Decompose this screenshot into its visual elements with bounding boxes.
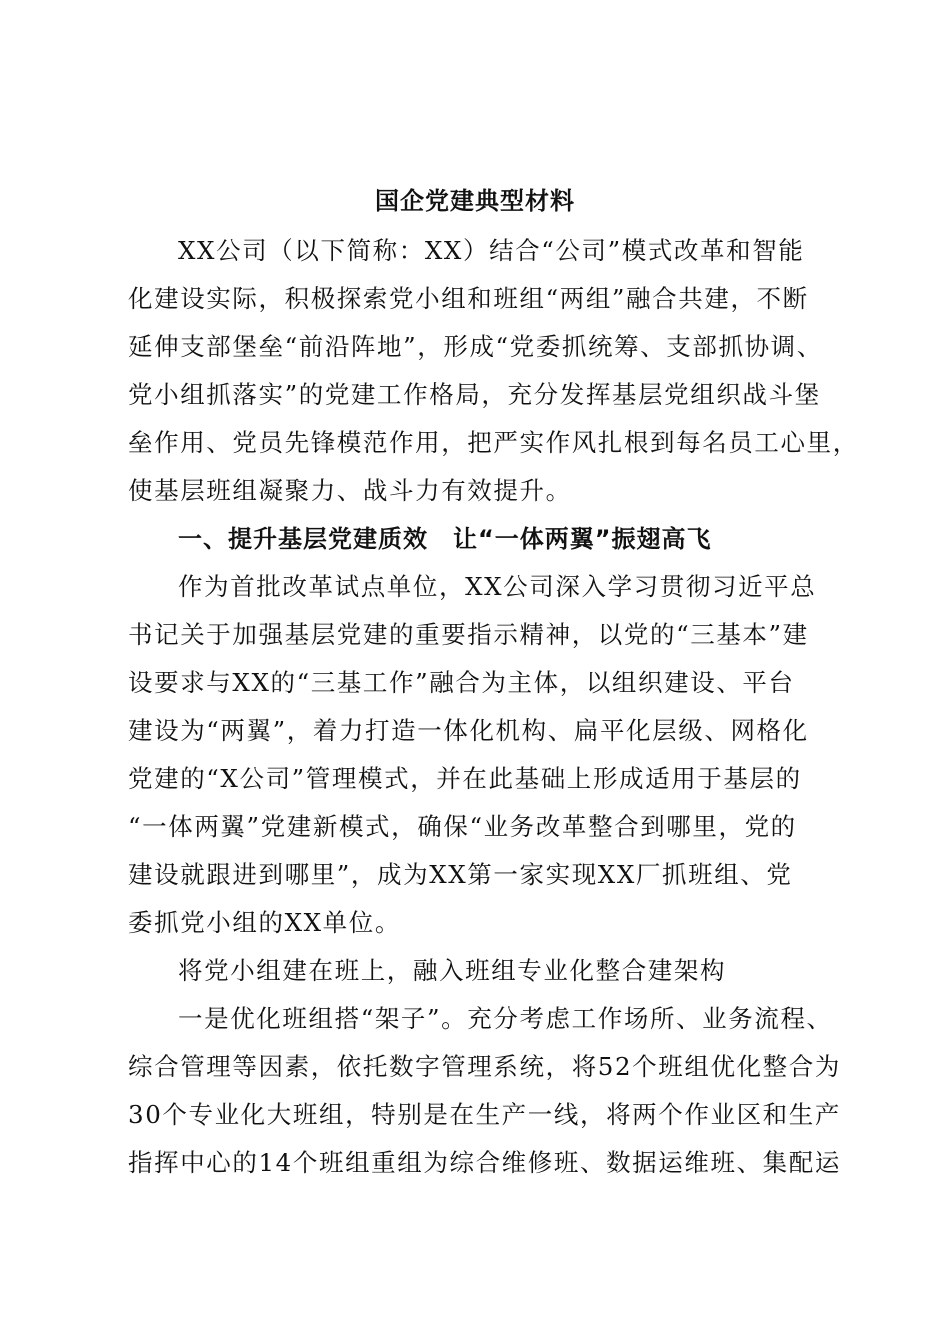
paragraph-line: 延伸支部堡垒“前沿阵地”，形成“党委抓统筹、支部抓协调、 (128, 332, 823, 361)
paragraph-line: 作为首批改革试点单位，XX公司深入学习贯彻习近平总 (178, 572, 817, 601)
subheading-line: 将党小组建在班上，融入班组专业化整合建架构 (178, 956, 727, 985)
paragraph-line: 建设就跟进到哪里”，成为XX第一家实现XX厂抓班组、党 (128, 860, 793, 889)
paragraph-line: 党小组抓落实”的党建工作格局，充分发挥基层党组织战斗堡 (128, 380, 821, 409)
paragraph-line: “一体两翼”党建新模式，确保“业务改革整合到哪里，党的 (128, 812, 797, 841)
paragraph-line: 一是优化班组搭“架子”。充分考虑工作场所、业务流程、 (178, 1004, 833, 1033)
paragraph-line: XX公司（以下简称：XX）结合“公司”模式改革和智能 (178, 236, 805, 265)
paragraph-line: 党建的“X公司”管理模式，并在此基础上形成适用于基层的 (128, 764, 802, 793)
paragraph-line: 指挥中心的14个班组重组为综合维修班、数据运维班、集配运 (128, 1148, 841, 1177)
paragraph-line: 委抓党小组的XX单位。 (128, 908, 401, 937)
paragraph-line: 建设为“两翼”，着力打造一体化机构、扁平化层级、网格化 (128, 716, 809, 745)
paragraph-line: 使基层班组凝聚力、战斗力有效提升。 (128, 476, 572, 505)
paragraph-line: 垒作用、党员先锋模范作用，把严实作风扎根到每名员工心里， (128, 428, 859, 457)
document-title: 国企党建典型材料 (375, 187, 575, 215)
paragraph-line: 设要求与XX的“三基工作”融合为主体，以组织建设、平台 (128, 668, 795, 697)
paragraph-line: 书记关于加强基层党建的重要指示精神，以党的“三基本”建 (128, 620, 809, 649)
paragraph-line: 化建设实际，积极探索党小组和班组“两组”融合共建，不断 (128, 284, 809, 313)
paragraph-line: 30个专业化大班组，特别是在生产一线，将两个作业区和生产 (128, 1100, 841, 1129)
section-heading: 一、提升基层党建质效 让“一体两翼”振翅高飞 (178, 525, 712, 553)
paragraph-line: 综合管理等因素，依托数字管理系统，将52个班组优化整合为 (128, 1052, 841, 1081)
